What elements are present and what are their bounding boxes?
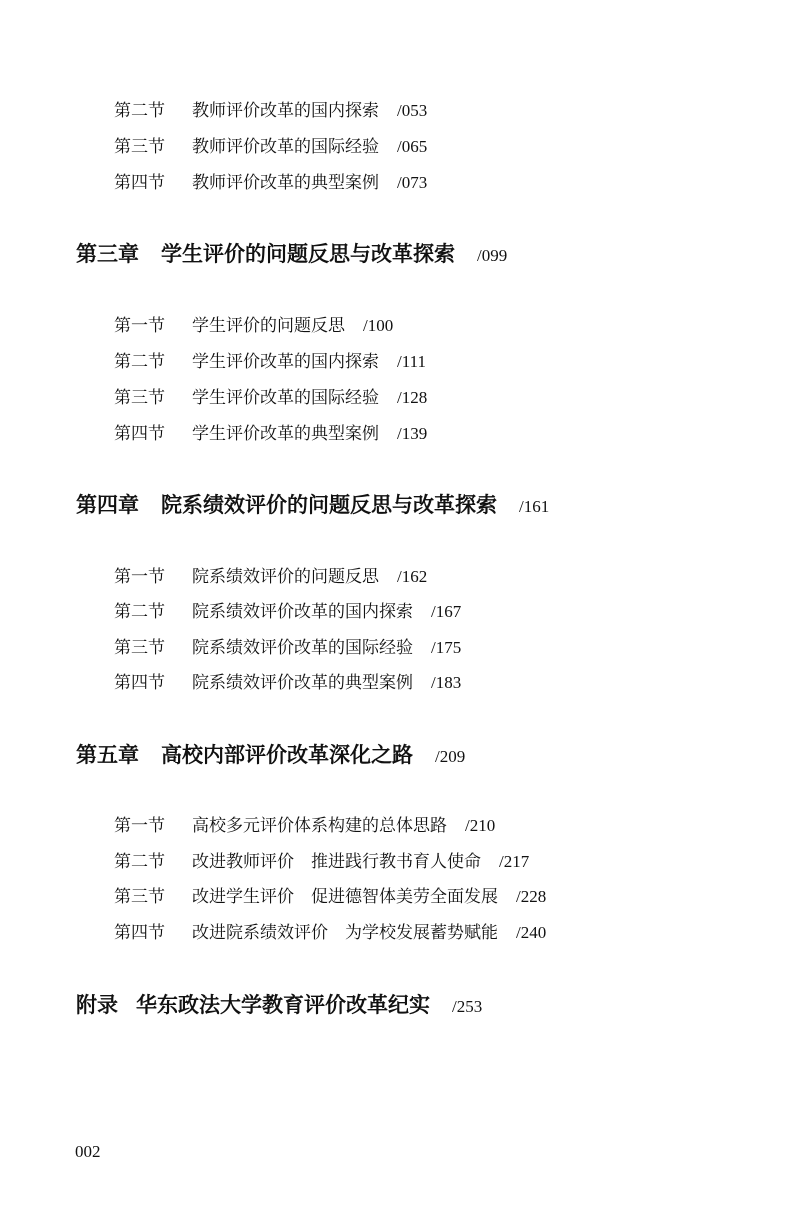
toc-section-2-2[interactable] (114, 96, 427, 121)
chapter-title: 院系绩效评价的问题反思与改革探索 (161, 493, 497, 517)
toc-section-2-4[interactable] (114, 168, 427, 193)
section-page: /162 (397, 567, 428, 586)
section-title: 院系绩效评价改革的国内探索 (192, 602, 413, 622)
section-title: 学生评价改革的国内探索 (192, 352, 379, 372)
section-title: 改进学生评价 促进德智体美劳全面发展 (192, 887, 498, 907)
section-title: 院系绩效评价改革的典型案例 (192, 673, 413, 693)
section-title: 学生评价改革的典型案例 (192, 424, 379, 444)
section-title: 教师评价改革的典型案例 (192, 173, 379, 193)
chapter-label: 第四章 (76, 493, 139, 517)
section-page: /053 (397, 101, 428, 120)
section-page: /100 (363, 316, 394, 335)
chapter-page: /209 (435, 747, 466, 766)
section-title: 院系绩效评价改革的国际经验 (192, 638, 413, 658)
chapter-label: 第三章 (76, 242, 139, 266)
toc-section-3-2[interactable] (114, 347, 426, 372)
chapter-title: 学生评价的问题反思与改革探索 (161, 242, 455, 266)
section-label: 第二节 (114, 602, 165, 622)
section-title: 高校多元评价体系构建的总体思路 (192, 816, 447, 836)
section-title: 学生评价的问题反思 (192, 316, 345, 336)
appendix-label: 附录 (76, 993, 118, 1017)
toc-chapter-3[interactable] (76, 238, 507, 268)
section-page: /128 (397, 388, 428, 407)
section-label: 第二节 (114, 352, 165, 372)
section-label: 第三节 (114, 887, 165, 907)
toc-section-3-4[interactable] (114, 419, 427, 444)
chapter-page: /161 (519, 497, 550, 516)
section-label: 第二节 (114, 852, 165, 872)
section-page: /139 (397, 424, 428, 443)
section-label: 第三节 (114, 388, 165, 408)
section-label: 第三节 (114, 638, 165, 658)
section-label: 第一节 (114, 316, 165, 336)
section-label: 第二节 (114, 101, 165, 121)
toc-section-3-3[interactable] (114, 383, 427, 408)
section-page: /240 (516, 923, 547, 942)
section-title: 学生评价改革的国际经验 (192, 388, 379, 408)
section-label: 第四节 (114, 923, 165, 943)
toc-section-4-3[interactable] (114, 633, 461, 658)
section-label: 第一节 (114, 816, 165, 836)
section-page: /210 (465, 816, 496, 835)
toc-section-5-2[interactable] (114, 847, 529, 872)
toc-section-5-4[interactable] (114, 918, 546, 943)
section-title: 院系绩效评价的问题反思 (192, 567, 379, 587)
toc-chapter-4[interactable] (76, 489, 549, 519)
page-number: 002 (75, 1142, 101, 1161)
section-title: 教师评价改革的国内探索 (192, 101, 379, 121)
toc-section-4-1[interactable] (114, 562, 427, 587)
section-page: /167 (431, 602, 462, 621)
section-label: 第四节 (114, 173, 165, 193)
toc-section-3-1[interactable] (114, 311, 393, 336)
chapter-page: /099 (477, 246, 508, 265)
chapter-title: 高校内部评价改革深化之路 (161, 743, 413, 767)
toc-section-5-3[interactable] (114, 882, 546, 907)
section-label: 第四节 (114, 424, 165, 444)
toc-section-4-2[interactable] (114, 597, 461, 622)
section-label: 第三节 (114, 137, 165, 157)
section-page: /183 (431, 673, 462, 692)
section-page: /073 (397, 173, 428, 192)
section-page: /111 (397, 352, 426, 371)
appendix-page: /253 (452, 997, 483, 1016)
appendix-title: 华东政法大学教育评价改革纪实 (136, 993, 430, 1017)
section-page: /065 (397, 137, 428, 156)
toc-chapter-5[interactable] (76, 739, 465, 769)
section-title: 教师评价改革的国际经验 (192, 137, 379, 157)
section-page: /217 (499, 852, 530, 871)
toc-appendix[interactable] (76, 989, 482, 1019)
toc-section-2-3[interactable] (114, 132, 427, 157)
chapter-label: 第五章 (76, 743, 139, 767)
section-label: 第四节 (114, 673, 165, 693)
section-page: /175 (431, 638, 462, 657)
toc-section-5-1[interactable] (114, 811, 495, 836)
section-title: 改进教师评价 推进践行教书育人使命 (192, 852, 481, 872)
toc-section-4-4[interactable] (114, 668, 461, 693)
section-title: 改进院系绩效评价 为学校发展蓄势赋能 (192, 923, 498, 943)
section-page: /228 (516, 887, 547, 906)
section-label: 第一节 (114, 567, 165, 587)
